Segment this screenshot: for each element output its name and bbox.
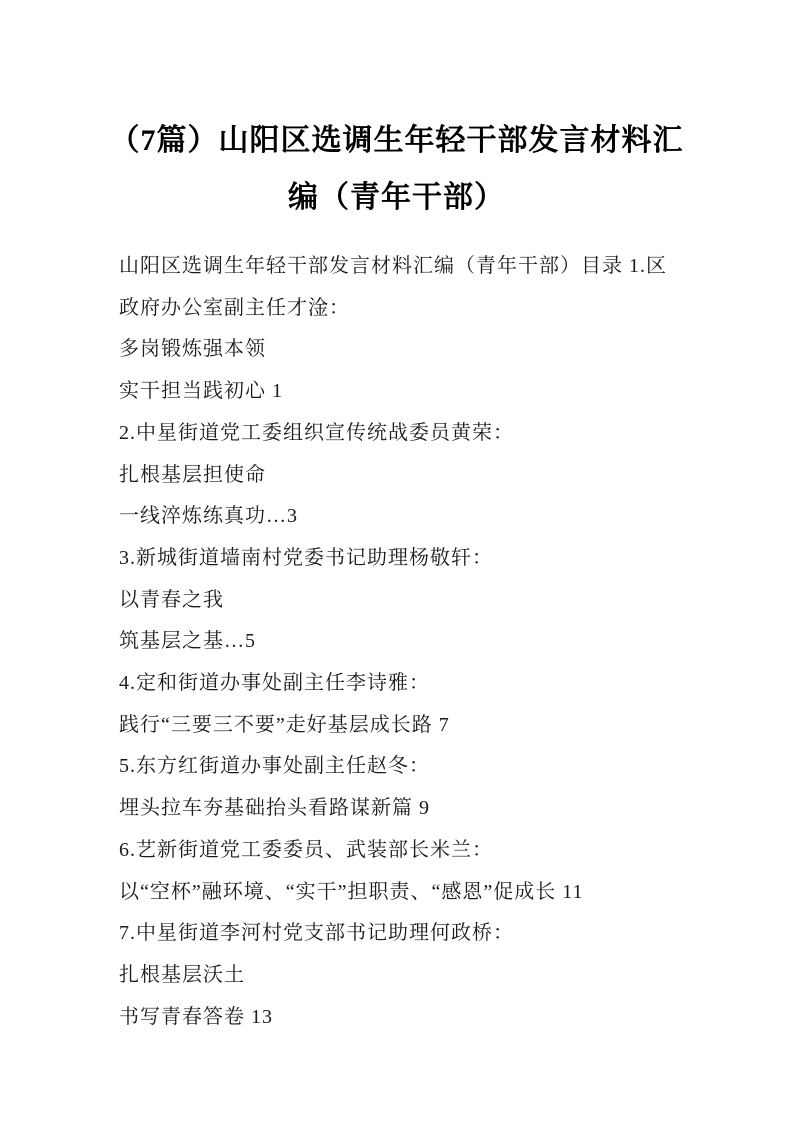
toc-line-12: 践行“三要三不要”走好基层成长路 7: [119, 713, 450, 736]
toc-line-19: 书写青春答卷 13: [119, 1005, 273, 1028]
toc-line-14: 埋头拉车夯基础抬头看路谋新篇 9: [119, 797, 430, 820]
toc-line-5: 2.中星街道党工委组织宣传统战委员黄荣：: [119, 421, 514, 444]
toc-line-6: 扎根基层担使命: [119, 463, 266, 486]
toc-line-16: 以“空杯”融环境、“实干”担职责、“感恩”促成长 11: [119, 880, 584, 903]
toc-line-7: 一线淬炼练真功…3: [119, 505, 298, 528]
toc-line-11: 4.定和街道办事处副主任李诗雅：: [119, 672, 430, 695]
toc-line-9: 以青春之我: [119, 588, 224, 611]
toc-line-2: 政府办公室副主任才淦：: [119, 296, 350, 319]
toc-line-8: 3.新城街道墙南村党委书记助理杨敬轩：: [119, 546, 493, 569]
toc-line-18: 扎根基层沃土: [119, 963, 245, 986]
toc-line-13: 5.东方红街道办事处副主任赵冬：: [119, 755, 430, 778]
document-title-line-2: 编（青年干部）: [288, 181, 505, 214]
document-title: [0, 0, 793, 226]
toc-line-3: 多岗锻炼强本领: [119, 338, 266, 361]
toc-line-15: 6.艺新街道党工委委员、武装部长米兰：: [119, 838, 493, 861]
toc-line-1: 山阳区选调生年轻干部发言材料汇编（青年干部）目录 1.区: [119, 255, 667, 277]
table-of-contents: [119, 246, 713, 1038]
toc-line-4: 实干担当践初心 1: [119, 380, 283, 403]
toc-line-10: 筑基层之基…5: [119, 630, 256, 653]
toc-line-17: 7.中星街道李河村党支部书记助理何政桥：: [119, 922, 514, 945]
document-title-line-1: （7篇）山阳区选调生年轻干部发言材料汇: [109, 124, 684, 157]
